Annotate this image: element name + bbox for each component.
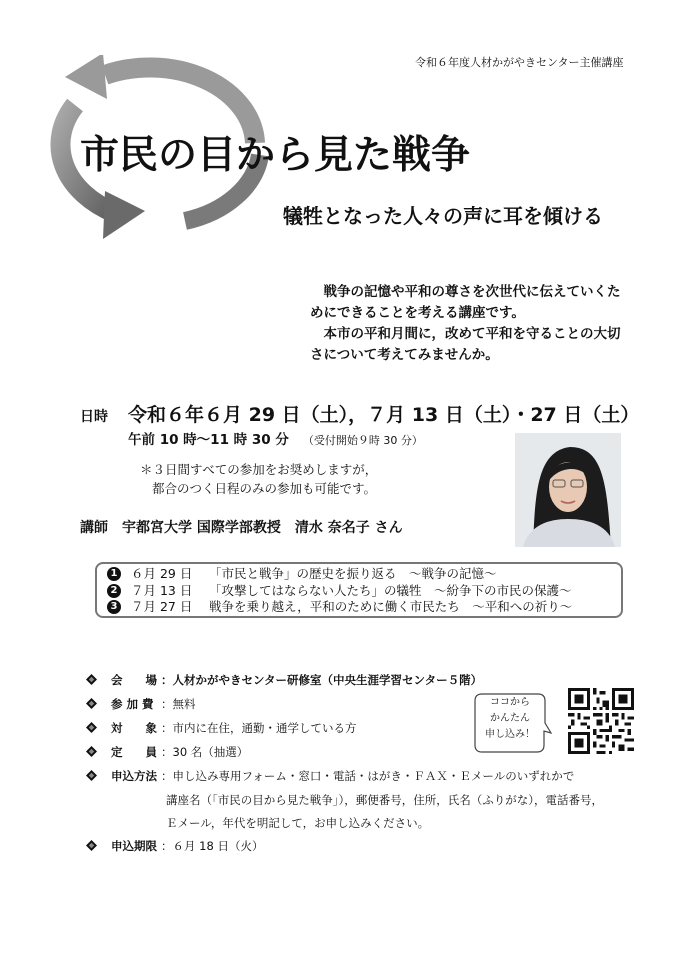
event-time-row bbox=[128, 428, 423, 448]
diamond-bullet-icon bbox=[86, 722, 97, 733]
info-label: 対 象 bbox=[111, 721, 157, 735]
diamond-bullet-icon bbox=[86, 746, 97, 757]
page-subtitle: 犠牲となった人々の声に耳を傾ける bbox=[283, 204, 603, 228]
lecturer-info bbox=[80, 517, 417, 537]
event-time: 午前 10 時～11 時 30 分 bbox=[128, 432, 289, 448]
info-row-deadline bbox=[86, 838, 263, 854]
session-number-badge: 3 bbox=[107, 600, 121, 614]
session-row bbox=[107, 566, 611, 583]
intro-paragraph: 本市の平和月間に，改めて平和を守ることの大切さについて考えてみませんか。 bbox=[310, 326, 621, 363]
session-number-badge: 1 bbox=[107, 567, 121, 581]
info-label: 申込期限 bbox=[111, 839, 157, 853]
intro-paragraph: 戦争の記憶や平和の尊さを次世代に伝えていくためにできることを考える講座です。 bbox=[310, 284, 621, 321]
lecturer-label: 講師 bbox=[80, 520, 108, 536]
reception-time: （受付開始９時 30 分） bbox=[302, 434, 423, 447]
session-row bbox=[107, 583, 611, 600]
datetime-label: 日時 bbox=[80, 409, 108, 425]
lecturer-name: 清水 奈名子 さん bbox=[294, 520, 403, 536]
method-detail-line: 講座名（「市民の目から見た戦争」），郵便番号，住所，氏名（ふりがな），電話番号， bbox=[166, 793, 603, 807]
qr-code[interactable] bbox=[568, 688, 634, 754]
session-topic: 「攻撃してはならない人たち」の犠牲 ～紛争下の市民の保護～ bbox=[209, 582, 572, 598]
attendance-note bbox=[140, 460, 377, 498]
note-line: 都合のつく日程のみの参加も可能です。 bbox=[152, 481, 377, 496]
info-label: 定 員 bbox=[111, 745, 157, 759]
session-date: ６月 29 日 bbox=[131, 566, 193, 581]
session-schedule-box bbox=[95, 562, 623, 618]
diamond-bullet-icon bbox=[86, 840, 97, 851]
info-row-capacity bbox=[86, 744, 248, 760]
method-detail-line: Ｅメール，年代を明記して，お申し込みください。 bbox=[166, 816, 430, 830]
info-row-fee bbox=[86, 696, 196, 712]
organizer-text: 令和６年度人材かがやきセンター主催講座 bbox=[415, 56, 624, 69]
intro-text bbox=[310, 282, 630, 366]
session-topic: 「市民と戦争」の歴史を振り返る ～戦争の記憶～ bbox=[209, 566, 497, 581]
info-label: 会 場 bbox=[111, 673, 157, 687]
page-title: 市民の目から見た戦争 bbox=[80, 133, 471, 178]
info-value: ：無料 bbox=[161, 697, 196, 711]
session-topic: 戦争を乗り越え，平和のために働く市民たち ～平和への祈り～ bbox=[209, 599, 573, 614]
bubble-line: 申し込み！ bbox=[485, 729, 535, 740]
diamond-bullet-icon bbox=[86, 698, 97, 709]
bubble-line: ココから bbox=[490, 697, 530, 708]
info-value: ：市内に在住，通勤・通学している方 bbox=[161, 721, 357, 735]
diamond-bullet-icon bbox=[86, 770, 97, 781]
lecturer-affiliation: 宇都宮大学 国際学部教授 bbox=[122, 520, 281, 536]
info-row-target bbox=[86, 720, 357, 736]
bubble-line: かんたん bbox=[490, 713, 530, 724]
info-row-venue bbox=[86, 672, 482, 688]
info-value: ：申し込み専用フォーム・窓口・電話・はがき・ＦＡＸ・Ｅメールのいずれかで bbox=[161, 769, 575, 783]
lecturer-photo bbox=[515, 433, 621, 547]
info-value: ：６月 18 日（火） bbox=[161, 839, 264, 853]
event-dates: 令和６年６月 29 日（土），７月 13 日（土）・27 日（土） bbox=[128, 404, 640, 426]
info-label: 申込方法 bbox=[111, 769, 157, 783]
info-label: 参 加 費 bbox=[111, 697, 154, 711]
session-date: ７月 27 日 bbox=[131, 599, 193, 614]
speech-bubble-text bbox=[474, 695, 546, 743]
session-number-badge: 2 bbox=[107, 584, 121, 598]
info-value: ：30 名（抽選） bbox=[161, 745, 249, 759]
diamond-bullet-icon bbox=[86, 674, 97, 685]
info-row-method bbox=[86, 768, 574, 784]
session-date: ７月 13 日 bbox=[131, 582, 193, 598]
session-row bbox=[107, 599, 611, 616]
info-value: ：人材かがやきセンター研修室（中央生涯学習センター５階） bbox=[161, 673, 483, 687]
note-line: ＊３日間すべての参加をお奨めしますが， bbox=[140, 462, 378, 477]
